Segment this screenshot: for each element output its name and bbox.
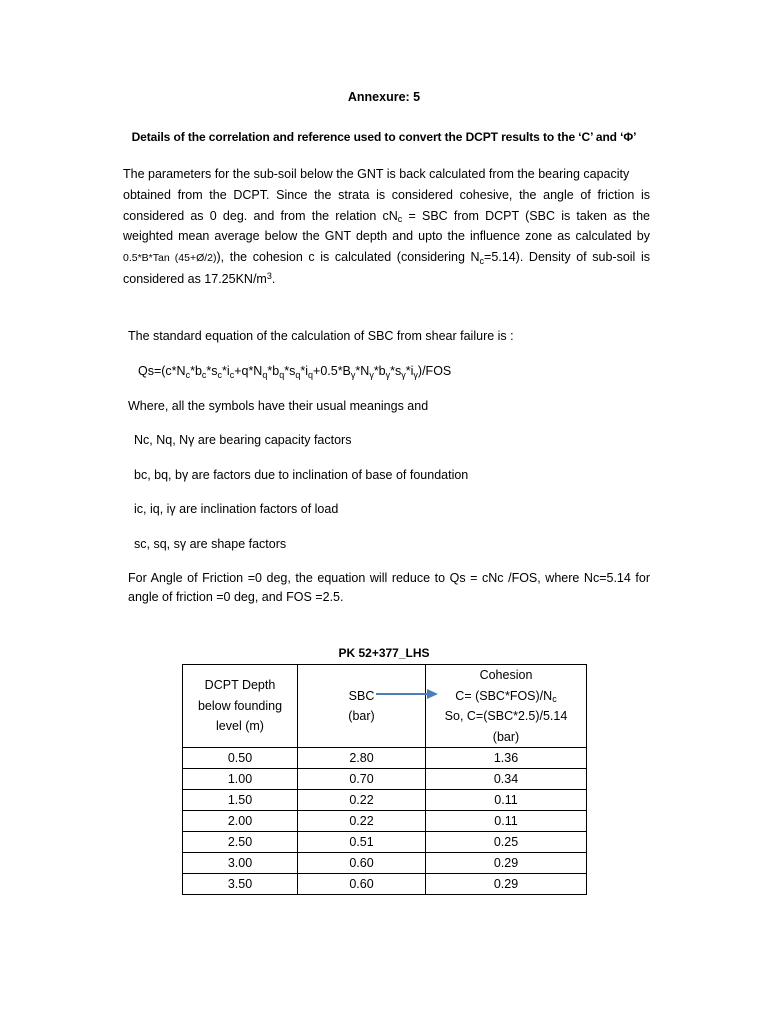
annexure-title: Annexure: 5 [347, 90, 421, 104]
header-cohesion-unit: (bar) [492, 729, 520, 744]
table-row [183, 832, 587, 853]
formula-text: *N [355, 364, 370, 378]
formula-subscript: γ [350, 369, 356, 380]
header-cohesion-formula [426, 686, 586, 707]
equation-intro: The standard equation of the calculation of SBC from shear failure is : [128, 329, 514, 343]
header-cohesion-formula-subscript: c [552, 694, 557, 705]
table-row [183, 874, 587, 895]
formula-text: *s [206, 364, 218, 378]
definition-shape-factors: sc, sq, sγ are shape factors [134, 537, 287, 551]
formula-text: *s [390, 364, 402, 378]
intro-line-4: weighted mean average below the GNT depth and upto the influence zone as calculated by [123, 229, 650, 244]
header-depth-line: below founding [197, 698, 283, 713]
intro-line-6 [123, 269, 650, 290]
sbc-cell: 0.60 [298, 853, 426, 874]
depth-cell: 2.00 [183, 811, 298, 832]
influence-zone-expression: 0.5*B*Tan (45+Ø/2) [123, 252, 217, 265]
formula-text: *b [267, 364, 280, 378]
formula-text: *s [284, 364, 296, 378]
cohesion-cell: 1.36 [426, 748, 587, 769]
intro-line-3-text-end: = SBC from DCPT (SBC is taken as the [402, 208, 650, 223]
table-row [183, 853, 587, 874]
sbc-cell: 2.80 [298, 748, 426, 769]
cohesion-cell: 0.34 [426, 769, 587, 790]
intro-line-6-text: considered as 17.25KN/m [123, 271, 267, 286]
formula-subscript: γ [385, 369, 391, 380]
formula-subscript: c [201, 369, 207, 380]
cohesion-cell: 0.29 [426, 853, 587, 874]
formula-subscript: γ [413, 369, 418, 380]
header-cohesion-substitution: So, C=(SBC*2.5)/5.14 [444, 709, 568, 723]
cohesion-cell: 0.11 [426, 790, 587, 811]
symbols-note: Where, all the symbols have their usual meanings and [128, 399, 429, 413]
table-row [183, 769, 587, 790]
cohesion-cell: 0.29 [426, 874, 587, 895]
intro-line-1: The parameters for the sub-soil below the GNT is back calculated from the bearing capacity [123, 167, 630, 181]
sbc-formula [138, 361, 451, 381]
definition-load-inclination-factors: ic, iq, iγ are inclination factors of load [134, 502, 339, 516]
formula-subscript: c [229, 369, 235, 380]
definition-base-inclination-factors: bc, bq, bγ are factors due to inclination of base of foundation [134, 468, 469, 482]
intro-paragraph [123, 164, 650, 290]
intro-line-5 [123, 247, 650, 269]
formula-subscript: q [295, 369, 301, 380]
table-row [183, 790, 587, 811]
right-arrow-icon [375, 688, 439, 700]
table-header-row [183, 665, 587, 748]
sbc-cell: 0.70 [298, 769, 426, 790]
intro-line-2: obtained from the DCPT. Since the strata is considered cohesive, the angle of friction is [123, 187, 650, 202]
depth-cell: 1.50 [183, 790, 298, 811]
sbc-cell: 0.22 [298, 811, 426, 832]
reduction-line-1: For Angle of Friction =0 deg, the equation will reduce to Qs = cNc /FOS, where Nc=5.14 for [128, 571, 650, 585]
depth-cell: 3.00 [183, 853, 298, 874]
formula-text: *i [222, 364, 230, 378]
sbc-cell: 0.51 [298, 832, 426, 853]
formula-subscript: c [185, 369, 191, 380]
formula-text: Qs=(c*N [138, 364, 186, 378]
intro-line-6-text-end: . [271, 271, 276, 286]
formula-text: )/FOS [417, 364, 452, 378]
header-sbc-cell [298, 665, 426, 748]
header-depth-line: DCPT Depth [204, 678, 276, 693]
intro-line-3 [123, 206, 650, 227]
header-sbc-label: SBC [348, 688, 375, 703]
intro-line-3-text: considered as 0 deg. and from the relation cN [123, 208, 398, 223]
header-cohesion-formula-text: C= (SBC*FOS)/N [455, 688, 553, 703]
cohesion-cell: 0.25 [426, 832, 587, 853]
definition-bearing-capacity-factors: Nc, Nq, Nγ are bearing capacity factors [134, 433, 352, 447]
reduction-line-2: angle of friction =0 deg, and FOS =2.5. [128, 590, 344, 604]
table-title: PK 52+377_LHS [338, 646, 430, 660]
formula-text: *b [190, 364, 202, 378]
cohesion-cell: 0.11 [426, 811, 587, 832]
table-row [183, 811, 587, 832]
formula-subscript: q [262, 369, 268, 380]
formula-text: *b [373, 364, 386, 378]
formula-subscript: q [279, 369, 285, 380]
sbc-cell: 0.22 [298, 790, 426, 811]
intro-line-3-subscript: c [397, 214, 403, 225]
header-depth-line: level (m) [216, 719, 264, 734]
formula-text: *i [405, 364, 414, 378]
header-cohesion-cell [426, 665, 587, 748]
depth-cell: 3.50 [183, 874, 298, 895]
formula-subscript: q [308, 369, 314, 380]
header-depth-cell [183, 665, 298, 748]
reduction-paragraph [128, 569, 650, 607]
intro-line-6-superscript: 3 [266, 270, 272, 281]
formula-subscript: γ [369, 369, 374, 380]
formula-text: +0.5*B [313, 364, 351, 378]
depth-cell: 0.50 [183, 748, 298, 769]
depth-cell: 2.50 [183, 832, 298, 853]
sbc-cell: 0.60 [298, 874, 426, 895]
intro-line-5-subscript: c [479, 255, 485, 266]
formula-subscript: γ [401, 369, 406, 380]
intro-line-5-text-end: =5.14). Density of sub-soil is [484, 250, 650, 265]
formula-text: *i [300, 364, 308, 378]
table-row [183, 748, 587, 769]
section-heading: Details of the correlation and reference used to convert the DCPT results to the ‘C’ and ‘Φ’ [131, 130, 637, 144]
header-sbc-unit: (bar) [348, 709, 375, 723]
formula-text: +q*N [234, 364, 263, 378]
depth-cell: 1.00 [183, 769, 298, 790]
formula-subscript: c [217, 369, 223, 380]
intro-line-5-text: ), the cohesion c is calculated (considering N [216, 250, 480, 265]
header-cohesion-label: Cohesion [479, 668, 533, 682]
